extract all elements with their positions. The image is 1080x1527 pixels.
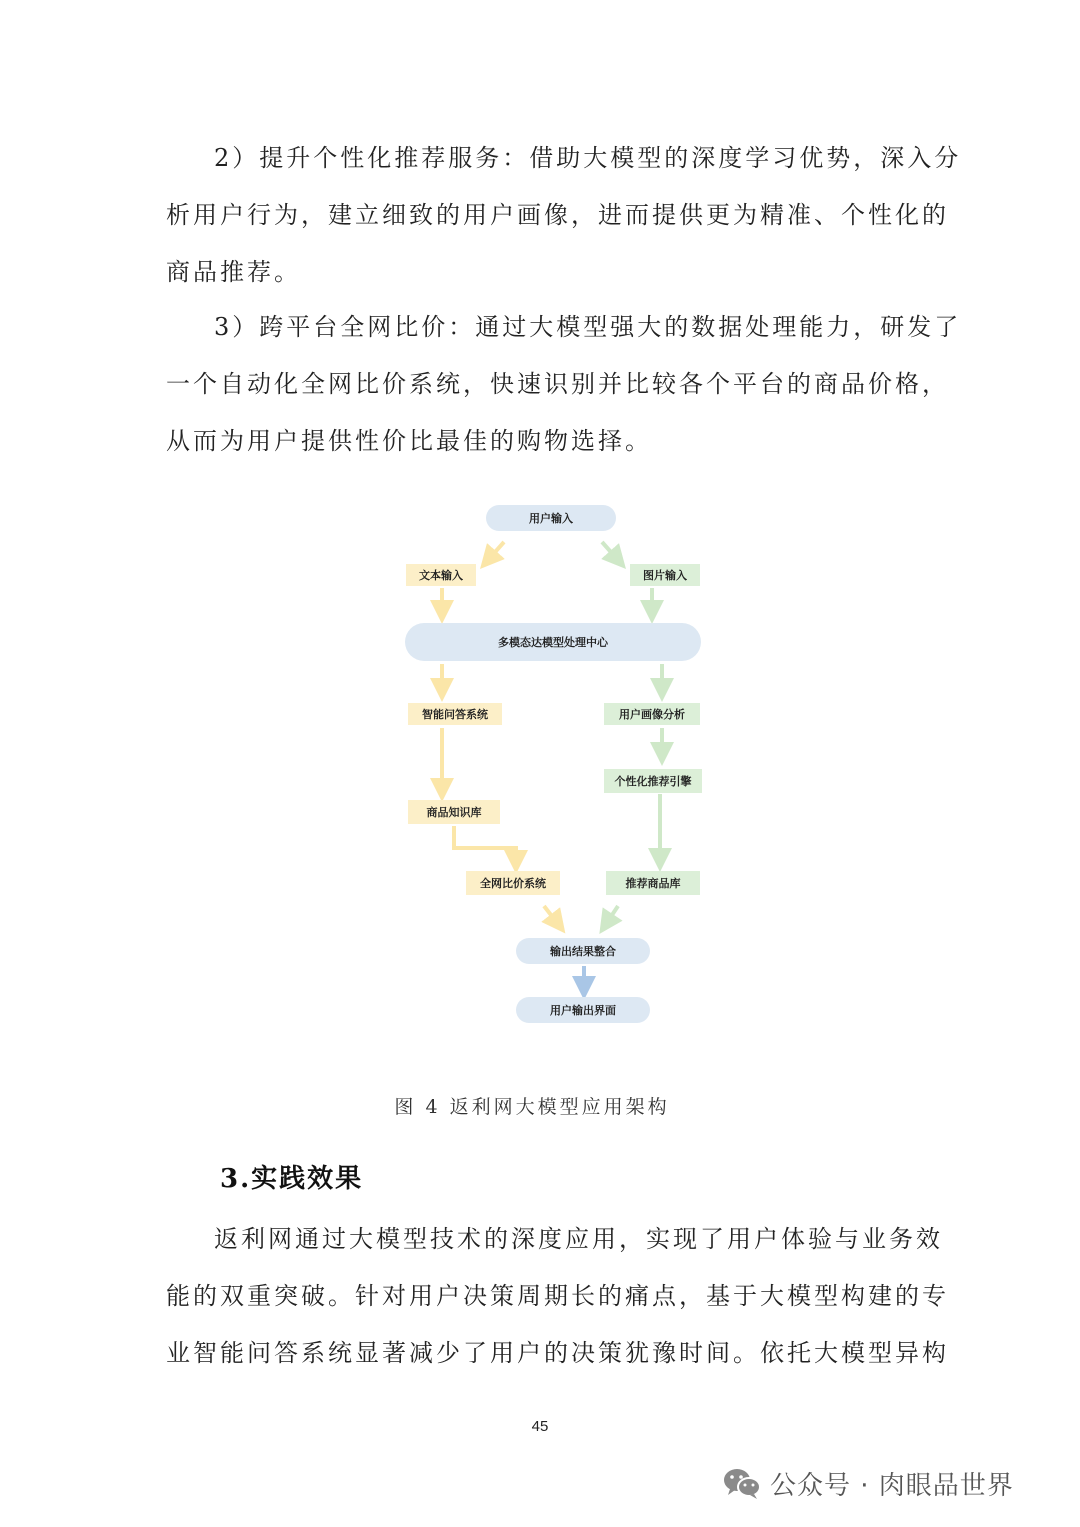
paragraph-practice-results bbox=[166, 1211, 949, 1382]
paragraph-price-comparison bbox=[166, 299, 962, 470]
node-output-merge: 输出结果整合 bbox=[516, 938, 650, 964]
page-number: 45 bbox=[531, 1418, 549, 1435]
node-text-input: 文本输入 bbox=[406, 564, 476, 586]
node-user-input: 用户输入 bbox=[486, 505, 616, 531]
node-recommend-db: 推荐商品库 bbox=[606, 871, 700, 895]
node-recommend-engine: 个性化推荐引擎 bbox=[604, 769, 702, 793]
figure-caption: 图 4 返利网大模型应用架构 bbox=[394, 1096, 670, 1118]
arrow-to-image-input bbox=[602, 542, 618, 560]
watermark-text: 公众号 · 肉眼品世界 bbox=[770, 1470, 1014, 1501]
paragraph-line: 3）跨平台全网比价：通过大模型强大的数据处理能力，研发了 bbox=[214, 313, 962, 341]
watermark bbox=[722, 1463, 1014, 1503]
architecture-diagram bbox=[396, 498, 708, 1028]
paragraph-personalized-recommendation bbox=[166, 130, 962, 301]
node-price-compare: 全网比价系统 bbox=[466, 871, 560, 895]
node-qa-system: 智能问答系统 bbox=[408, 703, 502, 725]
arrow-compare-to-merge bbox=[544, 906, 558, 924]
node-user-profile: 用户画像分析 bbox=[604, 703, 700, 725]
paragraph-line: 一个自动化全网比价系统，快速识别并比较各个平台的商品价格， bbox=[166, 370, 949, 398]
wechat-icon bbox=[722, 1466, 762, 1500]
paragraph-line: 业智能问答系统显著减少了用户的决策犹豫时间。依托大模型异构 bbox=[166, 1339, 949, 1367]
paragraph-line: 返利网通过大模型技术的深度应用，实现了用户体验与业务效 bbox=[214, 1225, 943, 1253]
node-image-input: 图片输入 bbox=[630, 564, 700, 586]
paragraph-line: 商品推荐。 bbox=[166, 258, 301, 286]
arrow-to-text-input bbox=[488, 542, 504, 560]
arrow-db-to-merge bbox=[606, 906, 618, 924]
node-multimodal-center: 多模态达模型处理中心 bbox=[405, 623, 701, 661]
paragraph-line: 2）提升个性化推荐服务：借助大模型的深度学习优势，深入分 bbox=[214, 144, 962, 172]
section-heading: 3.实践效果 bbox=[220, 1164, 364, 1194]
arrow-knowledge-to-compare bbox=[454, 826, 516, 862]
paragraph-line: 析用户行为，建立细致的用户画像，进而提供更为精准、个性化的 bbox=[166, 201, 949, 229]
node-output-ui: 用户输出界面 bbox=[516, 997, 650, 1023]
node-knowledge-base: 商品知识库 bbox=[408, 800, 500, 824]
paragraph-line: 从而为用户提供性价比最佳的购物选择。 bbox=[166, 427, 652, 455]
paragraph-line: 能的双重突破。针对用户决策周期长的痛点，基于大模型构建的专 bbox=[166, 1282, 949, 1310]
